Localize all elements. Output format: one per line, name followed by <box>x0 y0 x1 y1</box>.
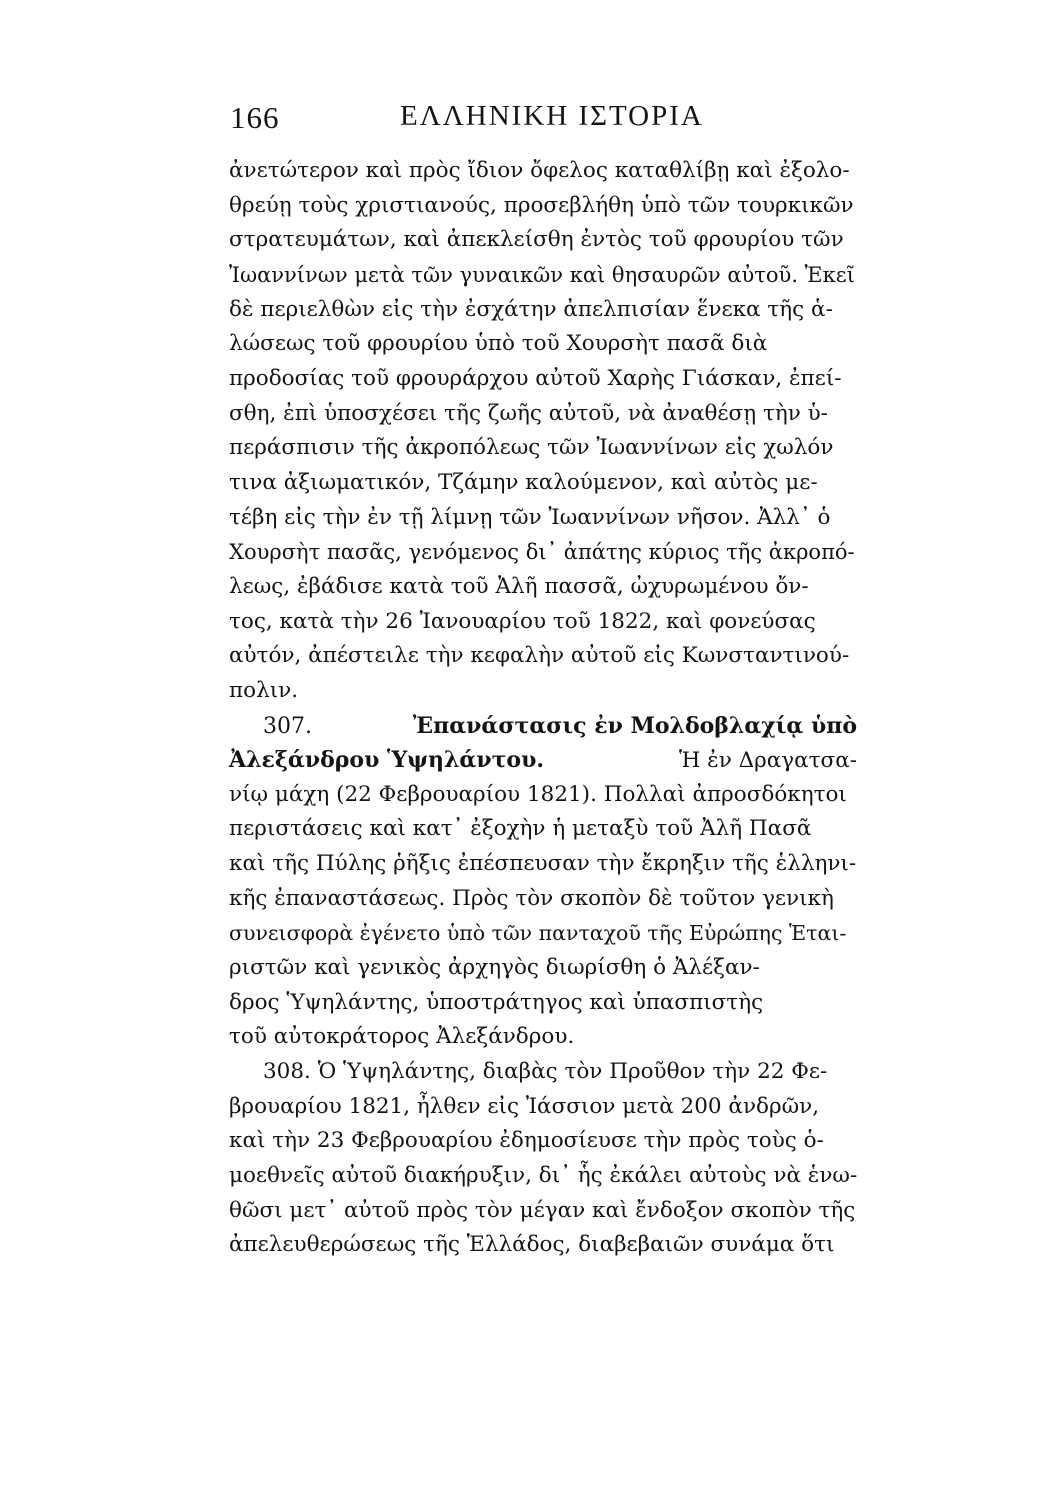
section-number: 307. <box>263 713 312 739</box>
text-line: τέβη εἰς τὴν ἐν τῇ λίμνῃ τῶν Ἰωαννίνων νῆσον. Ἀλλ᾽ ὁ <box>229 504 831 530</box>
section-308-first-line: 308. Ὁ Ὑψηλάντης, διαβὰς τὸν Προῦθον τὴν 22 Φε- <box>263 1059 828 1085</box>
text-line: μοεθνεῖς αὐτοῦ διακήρυξιν, δι᾽ ἧς ἐκάλει αὐτοὺς νὰ ἑνω- <box>229 1163 858 1189</box>
text-line: λεως, ἐβάδισε κατὰ τοῦ Ἀλῆ πασσᾶ, ὠχυρωμένου ὄν- <box>229 573 809 599</box>
text-line: δρος Ὑψηλάντης, ὑποστράτηγος καὶ ὑπασπιστὴς <box>229 989 764 1015</box>
text-line: ἀπελευθερώσεως τῆς Ἑλλάδος, διαβεβαιῶν συνάμα ὅτι <box>229 1232 835 1258</box>
text-line: καὶ τῆς Πύλης ῥῆξις ἐπέσπευσαν τὴν ἔκρηξιν τῆς ἑλληνι- <box>229 851 857 877</box>
text-line: θῶσι μετ᾽ αὐτοῦ πρὸς τὸν μέγαν καὶ ἔνδοξον σκοπὸν τῆς <box>229 1197 856 1223</box>
text-line: λώσεως τοῦ φρουρίου ὑπὸ τοῦ Χουρσὴτ πασᾶ διὰ <box>229 331 768 357</box>
text-line: περάσπισιν τῆς ἀκροπόλεως τῶν Ἰωαννίνων εἰς χωλόν <box>229 435 834 461</box>
text-line: περιστάσεις καὶ κατ᾽ ἐξοχὴν ἡ μεταξὺ τοῦ Ἀλῆ Πασᾶ <box>229 816 812 842</box>
running-title: ΕΛΛΗΝΙΚΗ ΙΣΤΟΡΙΑ <box>400 100 704 132</box>
text-line: θρεύῃ τοὺς χριστιανούς, προσεβλήθη ὑπὸ τῶν τουρκικῶν <box>229 192 854 218</box>
section-307-heading-cont <box>229 743 857 778</box>
text-line: τοῦ αὐτοκράτορος Ἀλεξάνδρου. <box>229 1024 575 1050</box>
page-header <box>0 96 1045 140</box>
text-line: ριστῶν καὶ γενικὸς ἀρχηγὸς διωρίσθη ὁ Ἀλέξαν- <box>229 955 760 981</box>
page-number: 166 <box>230 100 280 135</box>
text-line: στρατευμάτων, καὶ ἀπεκλείσθη ἐντὸς τοῦ φρουρίου τῶν <box>229 227 844 253</box>
text-line: σθη, ἐπὶ ὑποσχέσει τῆς ζωῆς αὐτοῦ, νὰ ἀναθέσῃ τὴν ὑ- <box>229 400 828 426</box>
text-line: Χουρσὴτ πασᾶς, γενόμενος δι᾽ ἀπάτης κύριος τῆς ἀκροπό- <box>229 540 855 565</box>
text-line: Ἰωαννίνων μετὰ τῶν γυναικῶν καὶ θησαυρῶν αὐτοῦ. Ἐκεῖ <box>229 262 855 287</box>
text-line: προδοσίας τοῦ φρουράρχου αὐτοῦ Χαρὴς Γιάσκαν, ἐπεί- <box>229 365 842 391</box>
section-307-heading <box>229 709 857 744</box>
text-line: κῆς ἐπαναστάσεως. Πρὸς τὸν σκοπὸν δὲ τοῦτον γενικὴ <box>229 885 834 911</box>
text-line: δὲ περιελθὼν εἰς τὴν ἐσχάτην ἀπελπισίαν ἕνεκα τῆς ἁ- <box>229 296 833 322</box>
text-line: καὶ τὴν 23 Φεβρουαρίου ἐδημοσίευσε τὴν πρὸς τοὺς ὁ- <box>229 1128 824 1154</box>
text-line: αὐτόν, ἀπέστειλε τὴν κεφαλὴν αὐτοῦ εἰς Κωνσταντινού- <box>229 643 850 669</box>
text-line: πολιν. <box>229 677 299 703</box>
text-line: τος, κατὰ τὴν 26 Ἰανουαρίου τοῦ 1822, καὶ φονεύσας <box>229 608 816 634</box>
text-body <box>229 154 857 1263</box>
section-title: Ἐπανάστασις ἐν Μολδοβλαχίᾳ ὑπὸ <box>412 712 857 739</box>
text-line: ἀνετώτερον καὶ πρὸς ἴδιον ὄφελος καταθλίβῃ καὶ ἐξολο- <box>229 158 850 183</box>
text-line: βρουαρίου 1821, ἦλθεν εἰς Ἰάσσιον μετὰ 200 ἀνδρῶν, <box>229 1093 820 1119</box>
text-line: συνεισφορὰ ἐγένετο ὑπὸ τῶν πανταχοῦ τῆς Εὐρώπης Ἑται- <box>229 921 847 946</box>
section-title-cont: Ἀλεξάνδρου Ὑψηλάντου. <box>229 747 545 774</box>
text-line: νίῳ μάχη (22 Φεβρουαρίου 1821). Πολλαὶ ἀπροσδόκητοι <box>229 781 847 807</box>
text-line: τινα ἀξιωματικόν, Τζάμην καλούμενον, καὶ αὐτὸς με- <box>229 469 818 495</box>
text-segment: Ἡ ἐν Δραγατσα- <box>678 748 857 774</box>
